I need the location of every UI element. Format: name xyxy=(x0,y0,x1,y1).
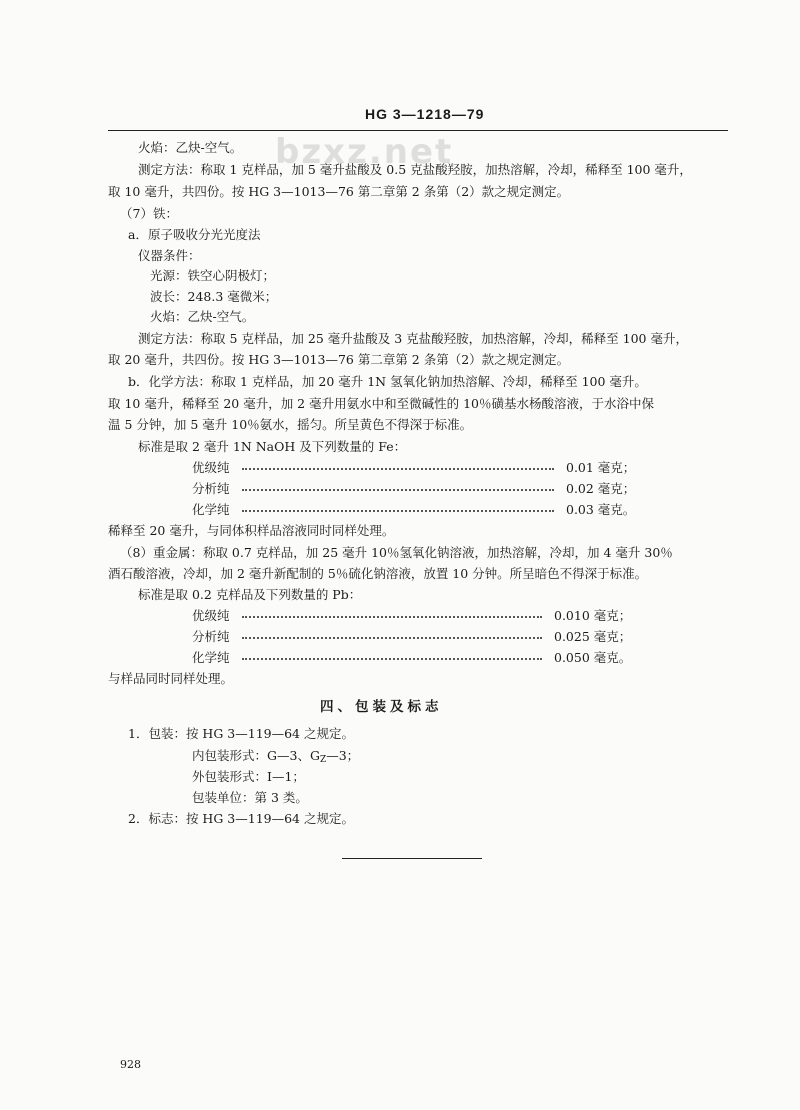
leader-dots xyxy=(242,658,542,660)
text-line: 标准是取 0.2 克样品及下列数量的 Pb： xyxy=(138,587,362,602)
leader-dots xyxy=(242,510,554,512)
fe-grade-value: 0.03 毫克。 xyxy=(566,502,636,517)
text-line: 取 10 毫升，稀释至 20 毫升，加 2 毫升用氨水中和至微碱性的 10％磺基水杨酸溶液，于水浴中保 xyxy=(108,396,654,411)
header-rule xyxy=(108,130,728,131)
text-line: 与样品同时同样处理。 xyxy=(108,671,234,686)
text-line: 测定方法：称取 1 克样品，加 5 毫升盐酸及 0.5 克盐酸羟胺，加热溶解，冷却，稀释至 100 毫升， xyxy=(138,162,692,177)
text-line: 取 20 毫升，共四份。按 HG 3—1013—76 第二章第 2 条第（2）款之规定测定。 xyxy=(108,352,570,367)
fe-grade-name: 化学纯 xyxy=(192,502,230,517)
text-line: 火焰：乙炔-空气。 xyxy=(138,140,243,155)
section-item: 外包装形式：Ⅰ—1； xyxy=(192,769,305,784)
section-title: 四、包装及标志 xyxy=(320,699,443,715)
text-line: 光源：铁空心阴极灯； xyxy=(150,268,276,283)
text-line: 酒石酸溶液，冷却，加 2 毫升新配制的 5％硫化钠溶液，放置 10 分钟。所呈暗色不得深于标准。 xyxy=(108,566,648,581)
end-rule xyxy=(342,858,482,859)
section-item xyxy=(192,748,359,768)
pb-grade-value: 0.050 毫克。 xyxy=(554,650,632,665)
fe-grade-name: 分析纯 xyxy=(192,481,230,496)
leader-dots xyxy=(242,489,554,491)
text-line: 温 5 分钟，加 5 毫升 10％氨水，摇匀。所呈黄色不得深于标准。 xyxy=(108,417,473,432)
leader-dots xyxy=(242,468,554,470)
subscript: Z xyxy=(319,755,327,765)
section-item: 包装单位：第 3 类。 xyxy=(192,790,308,805)
text-line: （8）重金属：称取 0.7 克样品，加 25 毫升 10％氢氧化钠溶液，加热溶解，冷却，加 4 毫升 30％ xyxy=(120,545,673,560)
document-code-header: HG 3—1218—79 xyxy=(365,106,485,122)
inner-package-suffix: —3； xyxy=(326,748,360,763)
fe-grade-value: 0.01 毫克； xyxy=(566,460,636,475)
text-line: 取 10 毫升，共四份。按 HG 3—1013—76 第二章第 2 条第（2）款之规定测定。 xyxy=(108,184,570,199)
pb-grade-name: 分析纯 xyxy=(192,629,230,644)
text-line: 仪器条件： xyxy=(138,248,201,263)
text-line: （7）铁： xyxy=(120,206,178,221)
pb-grade-name: 化学纯 xyxy=(192,650,230,665)
page-number: 928 xyxy=(120,1058,141,1071)
pb-grade-name: 优级纯 xyxy=(192,608,230,623)
fe-grade-name: 优级纯 xyxy=(192,460,230,475)
text-line: 波长：248.3 毫微米； xyxy=(150,289,278,304)
text-line: b．化学方法：称取 1 克样品，加 20 毫升 1N 氢氧化钠加热溶解、冷却，稀释至 100 毫升。 xyxy=(128,374,647,389)
section-item: 2．标志：按 HG 3—119—64 之规定。 xyxy=(128,811,354,826)
section-item: 1．包装：按 HG 3—119—64 之规定。 xyxy=(128,726,354,741)
text-line: 标准是取 2 毫升 1N NaOH 及下列数量的 Fe： xyxy=(138,439,407,454)
text-line: 测定方法：称取 5 克样品，加 25 毫升盐酸及 3 克盐酸羟胺，加热溶解，冷却，稀释至 100 毫升， xyxy=(138,331,688,346)
text-line: 火焰：乙炔-空气。 xyxy=(150,309,255,324)
text-line: 稀释至 20 毫升，与同体积样品溶液同时同样处理。 xyxy=(108,523,395,538)
inner-package-label: 内包装形式：G—3、G xyxy=(192,748,320,763)
pb-grade-value: 0.025 毫克； xyxy=(554,629,632,644)
leader-dots xyxy=(242,616,542,618)
fe-grade-value: 0.02 毫克； xyxy=(566,481,636,496)
pb-grade-value: 0.010 毫克； xyxy=(554,608,632,623)
text-line: a．原子吸收分光光度法 xyxy=(128,227,261,242)
watermark: bzxz.net xyxy=(275,132,454,172)
leader-dots xyxy=(242,637,542,639)
